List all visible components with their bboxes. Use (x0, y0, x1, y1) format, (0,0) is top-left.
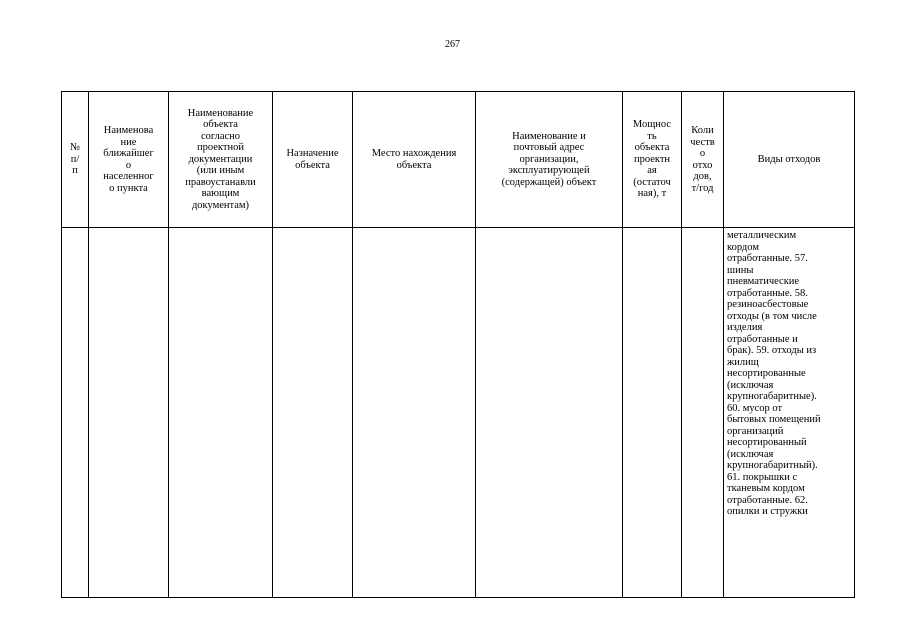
header-quantity (682, 92, 724, 228)
header-purpose-lines: Назначение объекта (286, 148, 339, 171)
header-capacity (623, 92, 682, 228)
header-waste-types-lines: Виды отходов (757, 153, 821, 165)
header-object-name-lines: Наименование объекта согласно проектной документации (или иным правоустанавли вающим документам) (185, 107, 256, 211)
waste-objects-table (61, 91, 855, 598)
cell-waste-types (724, 228, 855, 598)
cell-location (353, 228, 476, 598)
header-settlement (89, 92, 169, 228)
header-purpose (273, 92, 353, 228)
cell-organization (476, 228, 623, 598)
cell-purpose (273, 228, 353, 598)
table-row (62, 228, 855, 598)
table-header-row (62, 92, 855, 228)
header-num (62, 92, 89, 228)
header-settlement-lines: Наименова ние ближайшег о населенног о пункта (103, 125, 154, 194)
header-num-lines: № п/ п (69, 142, 81, 177)
cell-capacity (623, 228, 682, 598)
header-quantity-lines: Коли честв о отхо дов, т/год (690, 125, 715, 194)
header-location (353, 92, 476, 228)
cell-num (62, 228, 89, 598)
cell-settlement (89, 228, 169, 598)
header-location-lines: Место нахождения объекта (371, 148, 457, 171)
cell-object-name (169, 228, 273, 598)
header-object-name (169, 92, 273, 228)
waste-types-text: металлическим кордом отработанные. 57. шины пневматические отработанные. 58. резиноасбестовые отходы (в том числе изделия отработанные и брак). 59. отходы из жилищ несортированные (исключая крупногабаритные). 60. мусор от бытовых помещений организаций несортированный (исключая крупногабаритный). 61. покрышки с тканевым кордом отработанные. 62. опилки и стружки (727, 230, 821, 517)
header-organization (476, 92, 623, 228)
page-number: 267 (445, 39, 460, 50)
header-capacity-lines: Мощнос ть объекта проектн ая (остаточ ная), т (632, 119, 672, 200)
header-organization-lines: Наименование и почтовый адрес организации, эксплуатирующей (содержащей) объект (501, 130, 597, 188)
header-waste-types (724, 92, 855, 228)
cell-quantity (682, 228, 724, 598)
